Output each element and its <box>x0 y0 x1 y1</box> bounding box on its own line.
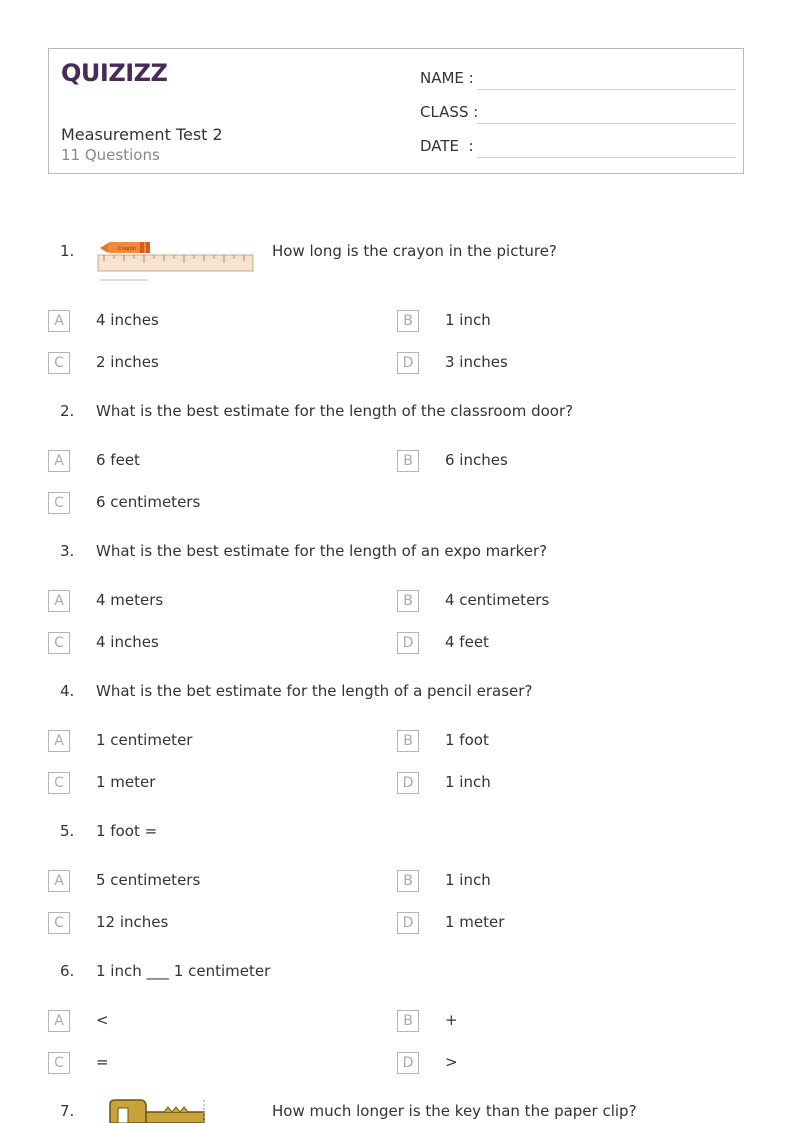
question-text: What is the bet estimate for the length of a pencil eraser? <box>96 682 533 700</box>
option-b-box[interactable]: B <box>397 450 419 472</box>
crayon-on-ruler-image <box>96 238 256 284</box>
question-count: 11 Questions <box>61 146 160 164</box>
option-c-text: 2 inches <box>96 353 159 371</box>
option-b-text: 1 inch <box>445 871 491 889</box>
option-b-box[interactable]: B <box>397 310 419 332</box>
option-d-text: 4 feet <box>445 633 489 651</box>
option-a-box[interactable]: A <box>48 450 70 472</box>
option-c-box[interactable]: C <box>48 912 70 934</box>
option-a-box[interactable]: A <box>48 870 70 892</box>
option-b-box[interactable]: B <box>397 730 419 752</box>
option-b-box[interactable]: B <box>397 590 419 612</box>
svg-text:QUIZIZZ: QUIZIZZ <box>61 59 168 87</box>
option-b-text: 4 centimeters <box>445 591 550 609</box>
option-c-text: 4 inches <box>96 633 159 651</box>
option-b-text: 1 foot <box>445 731 489 749</box>
class-line[interactable] <box>477 123 736 124</box>
option-a-box[interactable]: A <box>48 730 70 752</box>
date-line[interactable] <box>477 157 736 158</box>
option-a-text: 4 inches <box>96 311 159 329</box>
option-b-text: + <box>445 1011 458 1029</box>
name-field[interactable] <box>420 69 736 93</box>
option-a-text: 1 centimeter <box>96 731 193 749</box>
question-number: 3. <box>60 542 75 560</box>
crayon-label: Crayon <box>118 246 136 252</box>
option-c-box[interactable]: C <box>48 1052 70 1074</box>
question-number: 1. <box>60 242 75 260</box>
key-image <box>104 1098 208 1123</box>
question-number: 2. <box>60 402 75 420</box>
question-text: How much longer is the key than the paper clip? <box>272 1102 637 1120</box>
option-c-text: = <box>96 1053 109 1071</box>
option-c-text: 1 meter <box>96 773 156 791</box>
option-d-box[interactable]: D <box>397 352 419 374</box>
option-a-text: < <box>96 1011 109 1029</box>
name-line[interactable] <box>477 89 736 90</box>
option-a-box[interactable]: A <box>48 590 70 612</box>
option-d-box[interactable]: D <box>397 772 419 794</box>
question-number: 5. <box>60 822 75 840</box>
question-text: 1 inch ___ 1 centimeter <box>96 962 271 980</box>
question-text: 1 foot = <box>96 822 158 840</box>
option-c-text: 6 centimeters <box>96 493 201 511</box>
option-d-text: 3 inches <box>445 353 508 371</box>
option-d-box[interactable]: D <box>397 1052 419 1074</box>
option-a-text: 4 meters <box>96 591 164 609</box>
question-text: What is the best estimate for the length of the classroom door? <box>96 402 574 420</box>
option-d-box[interactable]: D <box>397 632 419 654</box>
option-d-text: > <box>445 1053 458 1071</box>
option-a-text: 6 feet <box>96 451 140 469</box>
question-number: 6. <box>60 962 75 980</box>
question-number: 7. <box>60 1102 75 1120</box>
option-d-box[interactable]: D <box>397 912 419 934</box>
option-b-text: 6 inches <box>445 451 508 469</box>
question-number: 4. <box>60 682 75 700</box>
option-b-text: 1 inch <box>445 311 491 329</box>
option-c-box[interactable]: C <box>48 632 70 654</box>
worksheet-title: Measurement Test 2 <box>61 125 223 144</box>
question-text: How long is the crayon in the picture? <box>272 242 557 260</box>
option-a-text: 5 centimeters <box>96 871 201 889</box>
question-text: What is the best estimate for the length of an expo marker? <box>96 542 548 560</box>
option-c-text: 12 inches <box>96 913 169 931</box>
option-d-text: 1 meter <box>445 913 505 931</box>
option-a-box[interactable]: A <box>48 1010 70 1032</box>
option-d-text: 1 inch <box>445 773 491 791</box>
class-label: CLASS : <box>420 103 479 121</box>
option-b-box[interactable]: B <box>397 870 419 892</box>
date-label: DATE : <box>420 137 474 155</box>
option-b-box[interactable]: B <box>397 1010 419 1032</box>
option-a-box[interactable]: A <box>48 310 70 332</box>
option-c-box[interactable]: C <box>48 772 70 794</box>
date-field[interactable] <box>420 137 736 161</box>
option-c-box[interactable]: C <box>48 492 70 514</box>
worksheet-header <box>48 48 744 174</box>
name-label: NAME : <box>420 69 474 87</box>
option-c-box[interactable]: C <box>48 352 70 374</box>
quizizz-logo <box>61 57 168 89</box>
class-field[interactable] <box>420 103 736 127</box>
